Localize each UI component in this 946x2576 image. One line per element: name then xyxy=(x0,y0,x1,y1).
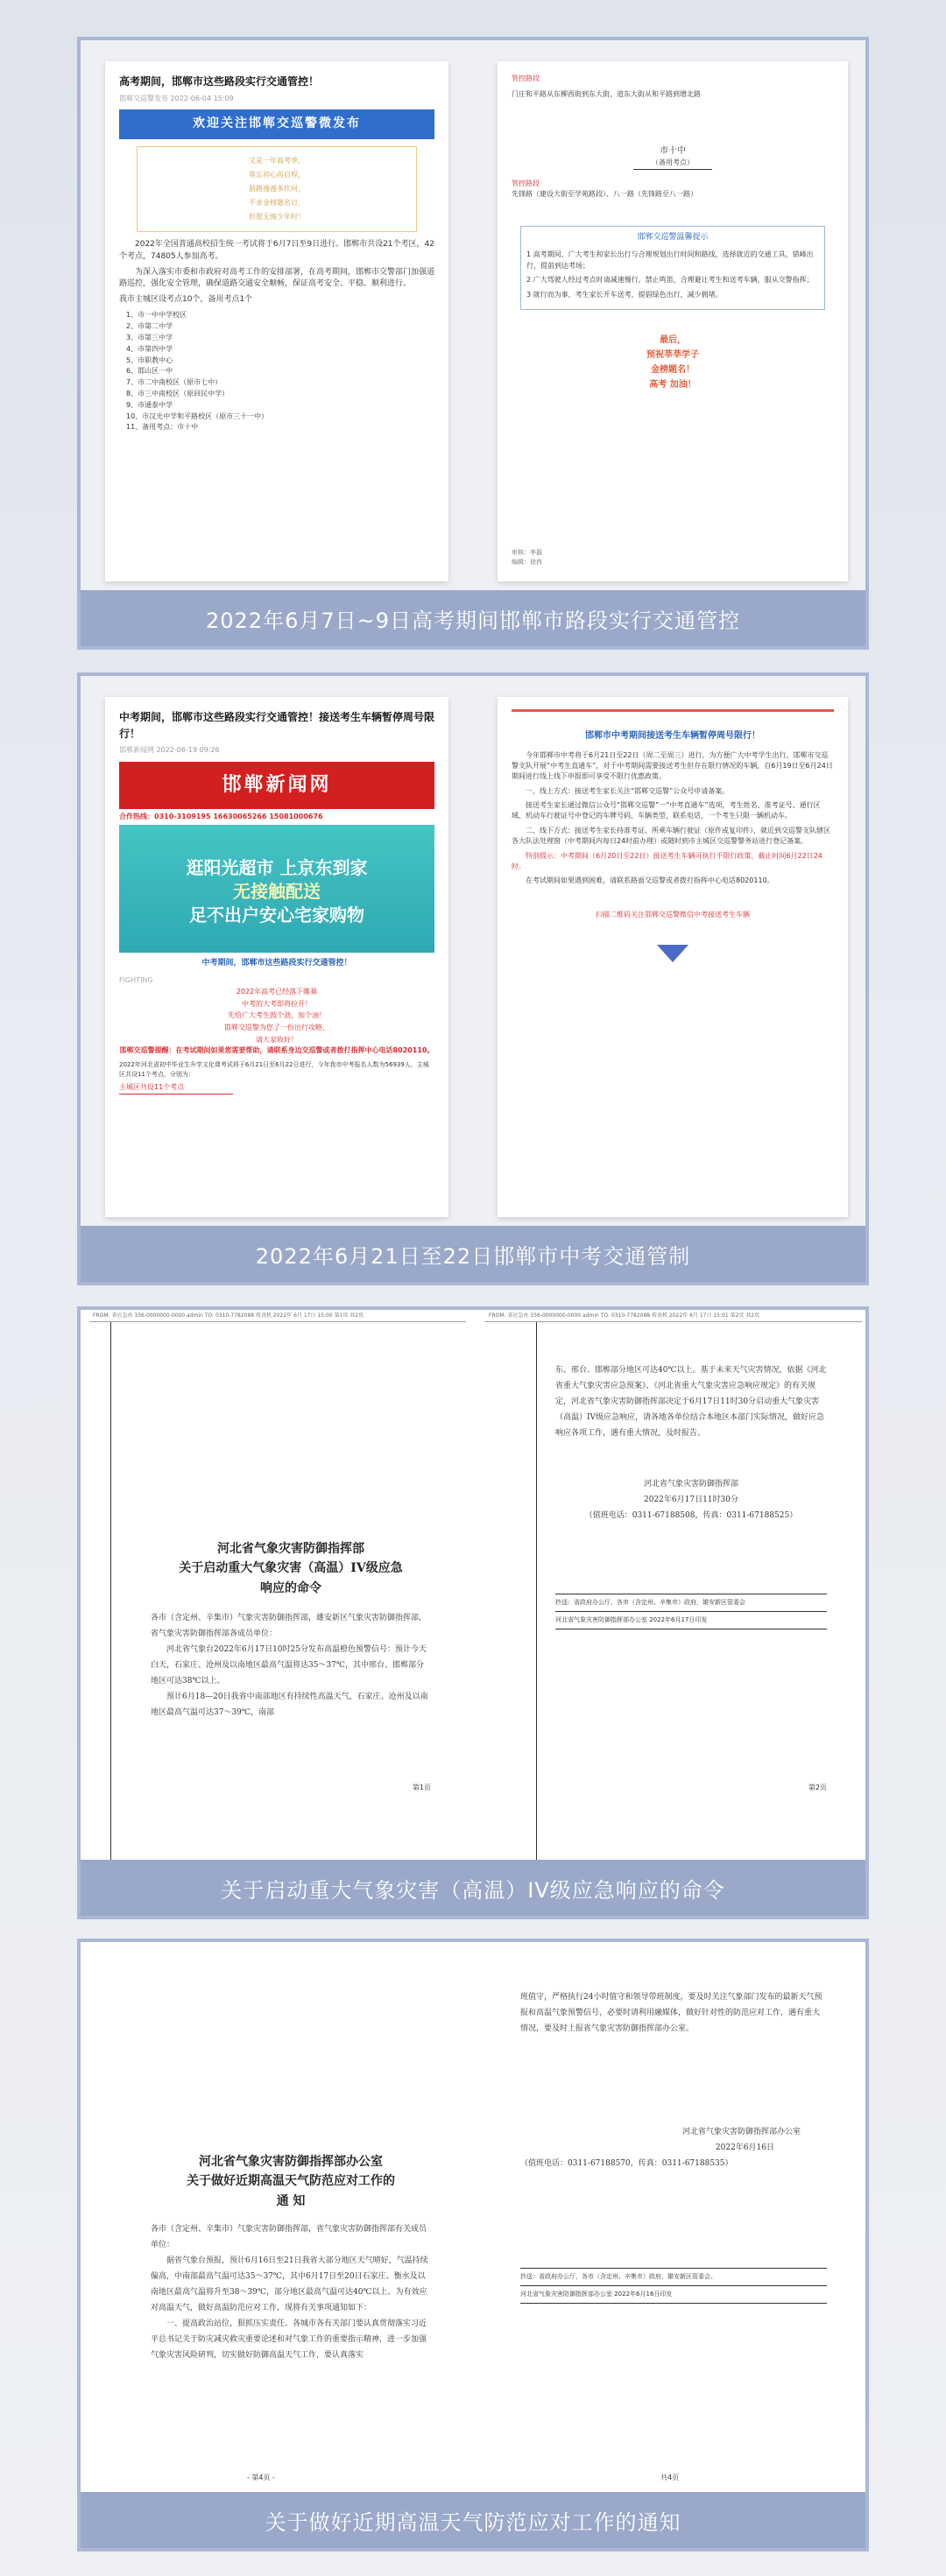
poem-line: 邯郸交巡警为您了一份出行攻略， xyxy=(224,1024,329,1032)
doc-org: 河北省气象灾害防御指挥部办公室 xyxy=(199,2155,383,2169)
poem-line: 又是一年高考季， xyxy=(249,156,305,165)
tip-item: 3 就行而为事，考生家长开车送考，提倡绿色出行，减少拥堵。 xyxy=(526,290,723,299)
list-title: 我市主城区设考点10个，备用考点1个 xyxy=(119,295,253,305)
notice-title: 邯郸市中考期间接送考生车辆暂停周号限行！ xyxy=(585,731,760,741)
poem-line: 前路漫漫多坎坷， xyxy=(249,184,305,193)
doc-title: 关于做好近期高温天气防范应对工作的 xyxy=(187,2174,395,2189)
control-tag: 管控路段 xyxy=(512,179,540,187)
list-item: 10、市汉光中学和平路校区（原市三十一中） xyxy=(126,412,269,420)
fax-edge xyxy=(110,1322,111,1863)
slogan-line: 金榜题名！ xyxy=(651,364,695,375)
card-1-image xyxy=(81,40,865,594)
doc-signature: 河北省气象灾害防御指挥部 xyxy=(643,1480,738,1489)
notice-page-1 xyxy=(89,1942,466,2495)
news-site-banner: 邯郸新闻网 xyxy=(119,762,434,809)
list-item: 4、市第四中学 xyxy=(126,344,173,353)
poem-box xyxy=(137,146,417,232)
fax-page-2 xyxy=(485,1310,862,1863)
fax-header: FROM: 省应急办 336-0000000-0000 admin TO: 0310-7782088 传真机 2022年 6月 17日 15:01 第2页 共2页 xyxy=(485,1310,862,1322)
image-card-1 xyxy=(77,37,869,650)
down-arrow-icon xyxy=(512,945,834,962)
control-road: 先锋路（建设大街至学苑路段）、八一路（先锋路至八一路） xyxy=(512,190,697,199)
footer-note: 主城区共设11个考点 xyxy=(119,1082,233,1094)
doc-paragraph: 各市（含定州、辛集市）气象灾害防御指挥部，省气象灾害防御指挥部有关成员单位： xyxy=(151,2225,427,2250)
doc-org: 河北省气象灾害防御指挥部 xyxy=(217,1542,364,1556)
page-number: - 第4页 - xyxy=(247,2473,275,2481)
poem-line: 中考的大考即将拉开！ xyxy=(242,999,312,1008)
doc-paragraph: 据省气象台预报，预计6月16日至21日我省大部分地区天气晴好，气温持续偏高，中南部最高气温可达35～37℃，其中6月17日至20日石家庄、衡水及以南地区最高气温将升至38～39℃，部分地区最高气温可达40℃以上。为有效应对高温天气，做好高温防范应对工作，现将有关事项通知如下： xyxy=(151,2256,428,2313)
qr-hint: 扫描二维码关注邯郸交巡警微信中考接送考生车辆 xyxy=(596,910,750,918)
doc-paragraph: 一、提高政治站位，狠抓压实责任。各城市各有关部门要认真贯彻落实习近平总书记关于防灾减灾救灾重要论述和对气象工作的重要指示精神，进一步加强气象灾害风险研判，切实做好防御高温天气工作，要认真落实 xyxy=(151,2319,427,2361)
poem-line: 不求金榜题名日， xyxy=(249,198,305,207)
zhongkao-notice-page xyxy=(498,697,848,1217)
hotline-text: 合作热线：0310-3109195 16630065266 15081000676 xyxy=(119,812,323,820)
card-4-image xyxy=(81,1942,865,2495)
poem-line: 请大家收好！ xyxy=(256,1035,298,1044)
doc-issuer: 河北省气象灾害防御指挥部办公室 2022年6月17日印发 xyxy=(555,1612,827,1629)
list-item: 2、市第二中学 xyxy=(126,322,173,331)
delivery-ad xyxy=(119,825,434,953)
control-tag: 管控路段 xyxy=(512,74,540,82)
fax-header: FROM: 省应急办 336-0000000-0000 admin TO: 0310-7782088 传真机 2022年 6月 17日 15:00 第1页 共2页 xyxy=(89,1310,466,1322)
image-card-4 xyxy=(77,1939,869,2551)
exam-site-list xyxy=(126,310,434,433)
poem-line: 但愿无悔少年时！ xyxy=(249,212,305,221)
school-name: 市十中 xyxy=(660,145,686,156)
list-item: 7、市二中南校区（原市七中） xyxy=(126,378,222,387)
doc-signature: 河北省气象灾害防御指挥部办公室 xyxy=(681,2128,801,2136)
doc-date: 2022年6月16日 xyxy=(715,2143,774,2152)
poem-block xyxy=(119,986,434,1045)
gaokao-control-page xyxy=(498,61,848,581)
notice-paragraph: 二、线下方式：接送考生家长持准考证、所乘车辆行驶证（原件或复印件），就近到交巡警支队辖区各大队法处理窗（中考期间内每日24时前办理）或随时到市主城区交巡警警务站进行登记备案。 xyxy=(512,826,830,846)
list-item: 1、市一中中学校区 xyxy=(126,311,187,320)
image-card-2 xyxy=(77,672,869,1285)
doc-paragraph: 预计6月18—20日我省中南部地区有持续性高温天气，石家庄、沧州及以南地区最高气温可达37～39℃，南部 xyxy=(151,1693,428,1718)
article-meta: 邯郸交巡警发布 2022-06-04 15:09 xyxy=(119,94,234,102)
slogan-line: 预祝莘莘学子 xyxy=(646,349,699,360)
doc-contact: （值班电话：0311-67188570，传真：0311-67188535） xyxy=(520,2159,733,2168)
card-caption: 关于做好近期高温天气防范应对工作的通知 xyxy=(81,2492,865,2548)
article-title: 中考期间，邯郸市这些路段实行交通管控！接送考生车辆暂停周号限行！ xyxy=(119,711,435,740)
slogan-line: 最后， xyxy=(660,334,686,345)
notice-paragraph: 接送考生家长通过微信公众号“邯郸交巡警”一“中考直通车”选项，考生姓名、准考证号、通行区域、机动车行驶证号中登记的车牌号码，车辆类型，联系电话，一个考生只限一辆机动车。 xyxy=(512,801,821,820)
reviewer: 审核：李磊 xyxy=(512,549,542,557)
slogan-line: 高考 加油！ xyxy=(649,379,696,390)
card-caption: 2022年6月7日~9日高考期间邯郸市路段实行交通管控 xyxy=(81,590,865,646)
list-item: 9、市通泰中学 xyxy=(126,400,173,409)
welcome-banner: 欢迎关注邯郸交巡警微发布 xyxy=(119,109,434,139)
school-sub: （备用考点） xyxy=(633,158,712,169)
signoff xyxy=(512,548,542,567)
page-number: 第2页 xyxy=(808,1783,827,1791)
doc-title-sub: 通 知 xyxy=(276,2193,306,2208)
article-paragraph: 2022年河北省初中毕业生升学文化课考试将于6月21日至6月22日进行，今年我市中考报名人数为56939人，主城区共设11个考点，分别为： xyxy=(119,1060,429,1078)
image-card-3 xyxy=(77,1306,869,1919)
notice-page-2 xyxy=(485,1942,862,2495)
doc-contact: （值班电话：0311-67188508，传真：0311-67188525） xyxy=(584,1511,798,1520)
list-item: 3、市第三中学 xyxy=(126,333,173,341)
notice-paragraph: 在考试期间如果遇到困难，请联系路面交巡警或者拨打指挥中心电话8020110。 xyxy=(526,876,774,885)
fighting-label: FIGHTING xyxy=(119,975,153,984)
doc-paragraph: 各市（含定州、辛集市）气象灾害防御指挥部，雄安新区气象灾害防御指挥部，省气象灾害防御指挥部各成员单位： xyxy=(151,1614,427,1639)
editor: 编辑：徐冉 xyxy=(512,559,542,567)
list-item: 5、市职教中心 xyxy=(126,355,173,364)
notice-paragraph: 今年邯郸市中考将于6月21日至22日（周二至周三）进行，为方便广大中考学生出行，邯郸市交巡警支队开展“中考生直通车”，对于中考期间需要接送考生但存在限行情况的车辆，自6月19日至6月24日期间进行线上线下申报即可享受不限行优惠政策。 xyxy=(512,750,833,781)
ad-line: 逛阳光超市 上京东到家 xyxy=(186,856,368,878)
notice-paragraph: 一、线上方式：接送考生家长关注“邯郸交巡警”公众号申请备案。 xyxy=(526,786,730,795)
gaokao-article-page xyxy=(105,61,448,581)
page-number: 共4页 xyxy=(660,2473,680,2481)
doc-cc: 抄送：省政府办公厅，各市（含定州、辛集市）政府，雄安新区管委会。 xyxy=(520,2268,827,2286)
tip-item: 1 高考期间，广大考生和家长出行与合理规划出行时间和路线，选择就近的交通工具，错峰出行，提前到达考场； xyxy=(526,250,814,270)
poem-line: 先给广大考生鼓个劲，加个油！ xyxy=(228,1011,326,1020)
reminder: 邯郸交巡警提醒：在考试期间如果您需要帮助，请联系身边交巡警或者拨打指挥中心电话8020110。 xyxy=(119,1046,434,1055)
blue-headline: 中考期间，邯郸市这些路段实行交通管控！ xyxy=(201,958,352,968)
fax-page-1 xyxy=(89,1310,466,1863)
poem-line: 2022年高考已经落下帷幕 xyxy=(236,988,318,996)
slogan-block xyxy=(512,333,834,392)
card-caption: 关于启动重大气象灾害（高温）IV级应急响应的命令 xyxy=(81,1860,865,1916)
doc-title: 关于启动重大气象灾害（高温）IV级应急响应的命令 xyxy=(179,1561,403,1595)
article-paragraph: 为深入落实市委和市政府对高考工作的安排部署，在高考期间，邯郸市交警部门加强道路巡控，强化安全管理，确保道路交通安全顺畅，保证高考安全、平稳、顺利进行。 xyxy=(119,267,435,289)
zhongkao-article-page xyxy=(105,697,448,1217)
page-number: 第1页 xyxy=(412,1783,431,1791)
doc-date: 2022年6月17日11时30分 xyxy=(644,1496,738,1504)
fax-edge xyxy=(536,1322,537,1863)
control-road: 门庄和平路从东柳西街到东大街、道东大街从和平路到增北路 xyxy=(512,90,701,99)
tip-item: 2 广大驾驶人经过考点时请减速慢行，禁止鸣笛，合理避让考生和送考车辆，服从交警指挥； xyxy=(526,276,814,285)
doc-cc: 抄送：省政府办公厅、各市（含定州、辛集市）政府，雄安新区管委会 xyxy=(555,1594,827,1612)
notice-highlight: 特别提示：中考期间（6月20日至22日）接送考生车辆可执行不限行政策，截止时间6月22日24时。 xyxy=(512,851,822,871)
article-meta: 邯郸新闻网 2022-06-19 09:26 xyxy=(119,746,220,755)
list-item: 11、备用考点：市十中 xyxy=(126,423,199,432)
list-item: 8、市三中南校区（原回民中学） xyxy=(126,389,229,398)
list-item: 6、邯山区一中 xyxy=(126,367,173,376)
card-3-image xyxy=(81,1310,865,1863)
ad-line: 无接触配送 xyxy=(233,880,321,902)
tips-box xyxy=(520,226,825,310)
doc-paragraph: 东、邢台、邯郸部分地区可达40℃以上。基于未来天气灾害情况，依据《河北省重大气象灾害应急预案》、《河北省重大气象灾害应急响应规定》的有关规定，河北省气象灾害防御指挥部决定于6月17日11时30分启动重大气象灾害（高温）IV级应急响应，请各地各单位结合本地区本部门实际情况，做好应急响应各项工作，遇有重大情况，及时报告。 xyxy=(555,1366,827,1438)
card-caption: 2022年6月21日至22日邯郸市中考交通管制 xyxy=(81,1226,865,1282)
doc-paragraph: 班值守，严格执行24小时值守和领导带班制度，要及时关注气象部门发布的最新天气预报和高温气象预警信号，必要时请利用融媒体，做好针对性的防范应对工作，遇有重大情况，要及时上报省气象灾害防御指挥部办公室。 xyxy=(520,1993,822,2033)
poem-line: 莫忘初心再启程， xyxy=(249,170,305,179)
doc-issuer: 河北省气象灾害防御指挥部办公室 2022年6月16日印发 xyxy=(520,2286,827,2304)
article-title: 高考期间，邯郸市这些路段实行交通管控！ xyxy=(119,75,320,88)
card-2-image xyxy=(81,676,865,1229)
tips-title: 邯郸交巡警温馨提示 xyxy=(637,233,709,243)
doc-paragraph: 河北省气象台2022年6月17日10时25分发布高温橙色预警信号：预计今天白天，石家庄、沧州及以南地区最高气温将达35～37℃，其中邢台、邯郸部分地区可达38℃以上。 xyxy=(151,1645,427,1686)
ad-line: 足不出户安心宅家购物 xyxy=(189,904,364,926)
article-paragraph: 2022年全国普通高校招生统一考试将于6月7日至9日进行。邯郸市共设21个考区，42个考点，74805人参加高考。 xyxy=(119,239,434,261)
